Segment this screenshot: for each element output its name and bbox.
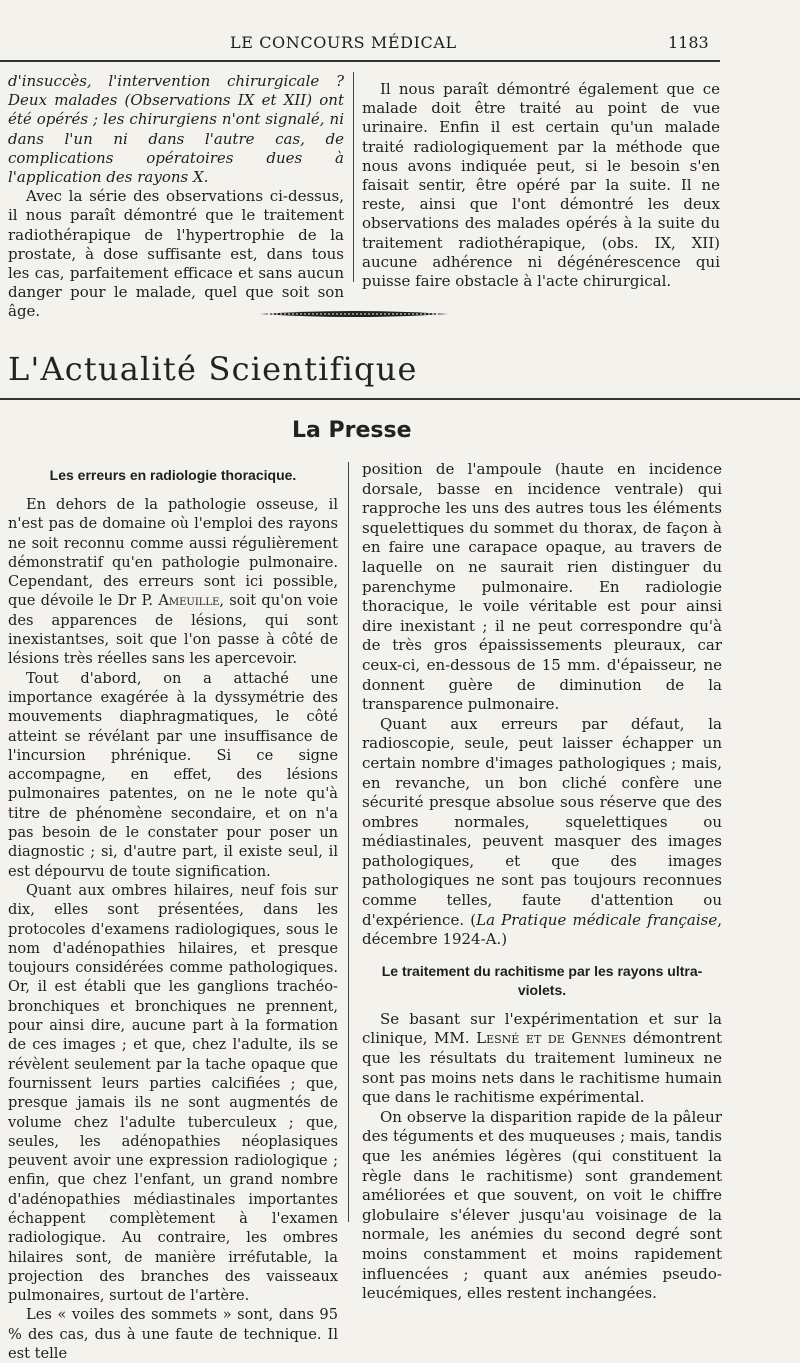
column-divider-main (348, 462, 349, 1222)
top-right-paragraph-1: Il nous paraît démontré également que ce malade doit être traité au point de vue urinaire. Enfin il est certain qu'un malade traité radiologiquement par la méthode que nous avons indiquée peut, si le besoin s'en faisait sentir, être opéré par la suite. Il ne reste, ainsi que l'ont démontré les deux observations des malades opérés à la suite du traitement radiothérapique, (obs. IX, XII) aucune adhérence ni dégénérescence qui puisse faire obstacle à l'acte chirurgical. (362, 80, 720, 291)
main-left-column (8, 466, 338, 1363)
article-1-p1-text-a: En dehors de la pathologie osseuse, il n'est pas de domaine où l'emploi des rayons ne soit reconnu comme aussi régulièrement démonstratif qu'en pathologie pulmonaire. Cependant, des erreurs sont ici possible, que dévoile le Dr P. (8, 496, 338, 610)
article-1-paragraph-2: Tout d'abord, on a attaché une importance exagérée à la dyssymétrie des mouvements diaphragmatiques, le côté atteint se révélant par une insuffisance de l'incursion phrénique. Si ce signe accompagne, en effet, des lésions pulmonaires patentes, on ne le note qu'à titre de phénomène secondaire, et on n'a pas besoin de le constater pour poser un diagnostic ; si, d'autre part, il existe seul, il est dépourvu de toute signification. (8, 669, 338, 880)
section-subtitle: La Presse (292, 418, 412, 443)
article-1-p5-text: Quant aux erreurs par défaut, la radioscopie, seule, peut laisser échapper un certain nombre d'images pathologiques ; mais, en revanche, un bon cliché confère une sécurité presque absolue sous réserve que des ombres normales, squelettiques ou médiastinales, peuvent masquer des images pathologiques, et que des images pathologiques ne sont pas toujours reconnues comme telles, faute d'attention ou d'expérience. ( (362, 714, 722, 929)
article-2-paragraph-1 (362, 1010, 722, 1108)
article-2-paragraph-2: On observe la disparition rapide de la pâleur des téguments et des muqueuses ; mais, tandis que les anémies légères (qui constituent la règle dans le rachitisme) sont grandement améliorées et que souvent, on voit le chiffre globulaire s'élever jusqu'au voisinage de la normale, les anémies du second degré sont moins constamment et moins rapidement influencées ; quant aux anémies pseudo-leucémiques, elles restent inchangées. (362, 1107, 722, 1303)
article-2-p1-text-a: Se basant sur l'expérimentation et sur la clinique, MM. (362, 1009, 722, 1048)
article-2-authors: Lesné et de Gennes (476, 1029, 627, 1048)
header-rule (0, 60, 720, 62)
article-1-author: Ameuille (158, 592, 220, 610)
article-1-paragraph-3: Quant aux ombres hilaires, neuf fois sur dix, elles sont présentées, dans les protocoles d'examens radiologiques, sous le nom d'adénopathies hilaires, et presque toujours considérées comme pathologiques. Or, il est établi que les ganglions trachéo-bronchiques et bronchiques ne prennent, pour ainsi dire, aucune part à la formation de ces images ; et que, chez l'adulte, ils se révèlent seulement par la tache opaque que fournissent leurs parties calcifiées ; que, presque jamais ils ne sont augmentés de volume chez l'adulte tuberculeux ; que, seules, les adénopathies néoplasiques peuvent avoir une expression radiologique ; enfin, que chez l'enfant, un grand nombre d'adénopathies médiastinales importantes échappent complètement à l'examen radiologique. Au contraire, les ombres hilaires sont, de manière irréfutable, la projection des branches des vaisseaux pulmonaires, surtout de l'artère. (8, 881, 338, 1305)
article-2-p1-text-b: démontrent que les résultats du traitement lumineux ne sont pas moins nets dans le rachitisme humain que dans le rachitisme expérimental. (362, 1029, 723, 1107)
section-rule (0, 398, 800, 400)
article-1-paragraph-4: Les « voiles des sommets » sont, dans 95 % des cas, dus à une faute de technique. Il est telle (8, 1306, 338, 1363)
top-left-paragraph-2: Avec la série des observations ci-dessus, il nous paraît démontré que le traitement radiothérapique de l'hypertrophie de la prostate, à dose suffisante est, dans tous les cas, parfaitement efficace et sans aucun danger pour le malade, quel que soit son âge. (8, 187, 344, 321)
article-1-heading: Les erreurs en radiologie thoracique. (49, 467, 297, 483)
article-1-paragraph-1 (8, 495, 338, 669)
page-number: 1183 (668, 33, 709, 52)
top-right-column (362, 80, 720, 291)
article-1-paragraph-4-continued: position de l'ampoule (haute en incidence dorsale, basse en incidence ventrale) qui rapproche les uns des autres tous les éléments squelettiques du sommet du thorax, de façon à en faire une carapace opaque, au travers de laquelle on ne saurait rien distinguer du parenchyme pulmonaire. En radiologie thoracique, le voile véritable est pour ainsi dire inexistant ; il ne peut correspondre qu'à de très gros épaississements pleuraux, car ceux-ci, en-dessous de 15 mm. d'épaisseur, ne donnent guère de diminution de la transparence pulmonaire. (362, 460, 722, 714)
top-left-paragraph-1: d'insuccès, l'intervention chirurgicale ? Deux malades (Observations IX et XII) ont été opérés ; les chirurgiens n'ont signalé, ni dans l'un ni dans l'autre cas, de complications opératoires dues à l'application des rayons X. (8, 72, 344, 187)
article-1-source: La Pratique médicale française (476, 910, 718, 929)
article-1-paragraph-5 (362, 715, 722, 950)
ornament-divider (258, 308, 450, 320)
article-1-p1-text-b: , soit qu'on voie des apparences de lésions, qui sont inexistantses, soit que l'on passe à côté de lésions très réelles sans les apercevoir. (8, 592, 338, 668)
article-2-heading: Le traitement du rachitisme par les rayons ultra-violets. (381, 962, 703, 998)
journal-title: LE CONCOURS MÉDICAL (230, 33, 457, 52)
article-1-p5-end: , décembre 1924-A.) (362, 910, 722, 949)
column-divider-top (353, 72, 354, 282)
main-right-column (362, 460, 722, 1304)
section-title: L'Actualité Scientifique (8, 350, 418, 388)
running-header (0, 33, 800, 59)
top-left-column (8, 72, 344, 322)
